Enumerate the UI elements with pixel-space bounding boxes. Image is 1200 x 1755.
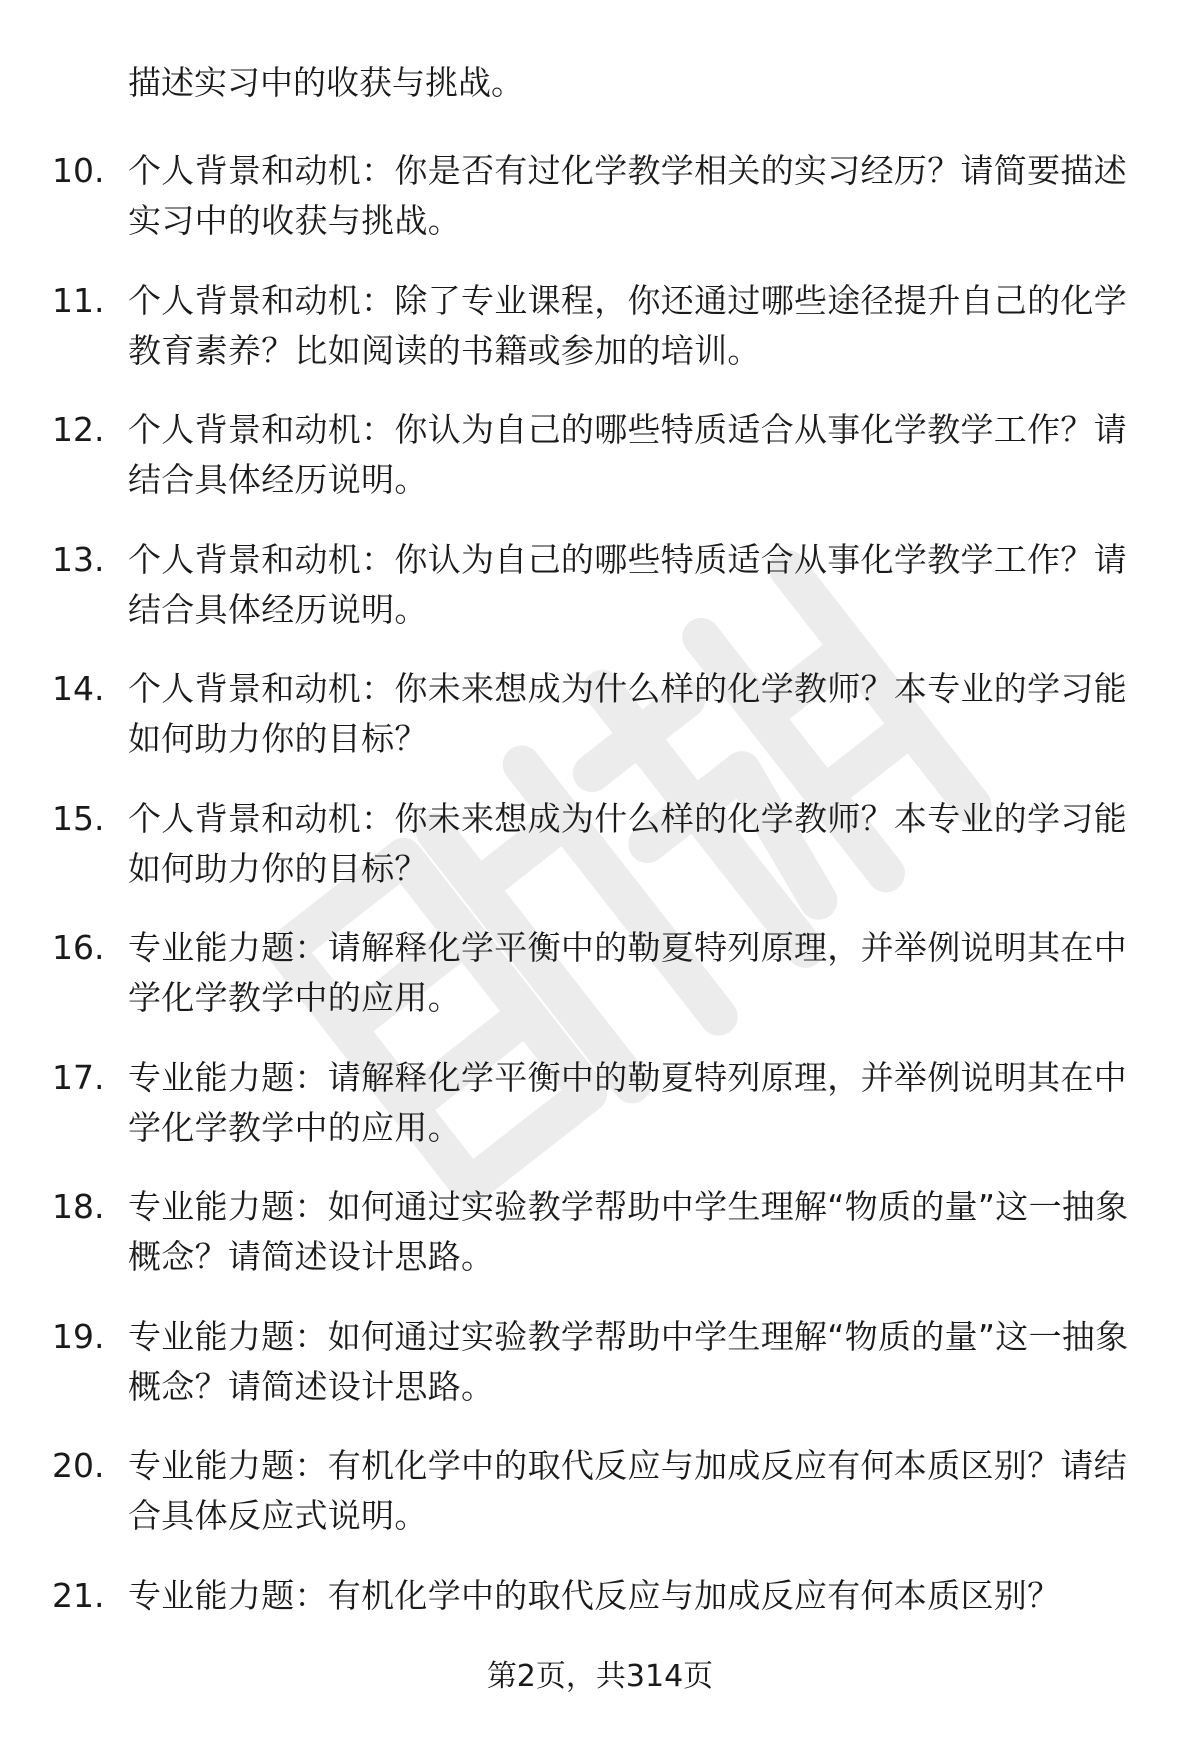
- question-number: 12.: [52, 410, 105, 449]
- question-number: 14.: [52, 669, 105, 708]
- list-item: [0, 915, 1200, 1045]
- question-number: 18.: [52, 1187, 105, 1226]
- list-item: [0, 1433, 1200, 1563]
- list-item: [0, 268, 1200, 398]
- list-item: [0, 138, 1200, 268]
- list-item: [0, 1304, 1200, 1434]
- question-text: 个人背景和动机：你未来想成为什么样的化学教师？本专业的学习能如何助力你的目标？: [128, 669, 1127, 758]
- page-footer: 第2页，共314页: [486, 1659, 714, 1694]
- question-text: 个人背景和动机：你是否有过化学教学相关的实习经历？请简要描述实习中的收获与挑战。: [128, 151, 1127, 240]
- question-text: 专业能力题：有机化学中的取代反应与加成反应有何本质区别？: [128, 1575, 1061, 1615]
- list-item: [0, 1174, 1200, 1304]
- question-text: 个人背景和动机：你认为自己的哪些特质适合从事化学教学工作？请结合具体经历说明。: [128, 539, 1127, 629]
- question-text: 专业能力题：如何通过实验教学帮助中学生理解“物质的量”这一抽象概念？请简述设计思路。: [128, 1316, 1129, 1406]
- question-number: 11.: [52, 280, 105, 320]
- question-number: 17.: [52, 1057, 105, 1097]
- question-text: 个人背景和动机：你未来想成为什么样的化学教师？本专业的学习能如何助力你的目标？: [128, 798, 1127, 888]
- question-number: 20.: [52, 1446, 105, 1485]
- question-text: 专业能力题：有机化学中的取代反应与加成反应有何本质区别？请结合具体反应式说明。: [128, 1446, 1127, 1535]
- question-text: 专业能力题：如何通过实验教学帮助中学生理解“物质的量”这一抽象概念？请简述设计思路。: [128, 1187, 1129, 1276]
- list-item: [0, 786, 1200, 916]
- question-number: 19.: [52, 1316, 105, 1356]
- list-item: [0, 397, 1200, 527]
- question-number: 10.: [52, 151, 105, 190]
- question-number: 16.: [52, 928, 105, 967]
- question-text: 个人背景和动机：你认为自己的哪些特质适合从事化学教学工作？请结合具体经历说明。: [128, 410, 1127, 499]
- question-text: 专业能力题：请解释化学平衡中的勒夏特列原理，并举例说明其在中学化学教学中的应用。: [128, 1057, 1127, 1147]
- question-list: [0, 138, 1200, 1692]
- continuation-line: 描述实习中的收获与挑战。: [128, 63, 524, 102]
- list-item: [0, 527, 1200, 657]
- question-number: 15.: [52, 798, 105, 838]
- list-item: [0, 1045, 1200, 1175]
- list-item: [0, 656, 1200, 786]
- question-number: 13.: [52, 539, 105, 579]
- question-text: 个人背景和动机：除了专业课程，你还通过哪些途径提升自己的化学教育素养？比如阅读的书籍或参加的培训。: [128, 280, 1127, 370]
- question-text: 专业能力题：请解释化学平衡中的勒夏特列原理，并举例说明其在中学化学教学中的应用。: [128, 928, 1127, 1017]
- question-number: 21.: [52, 1575, 105, 1615]
